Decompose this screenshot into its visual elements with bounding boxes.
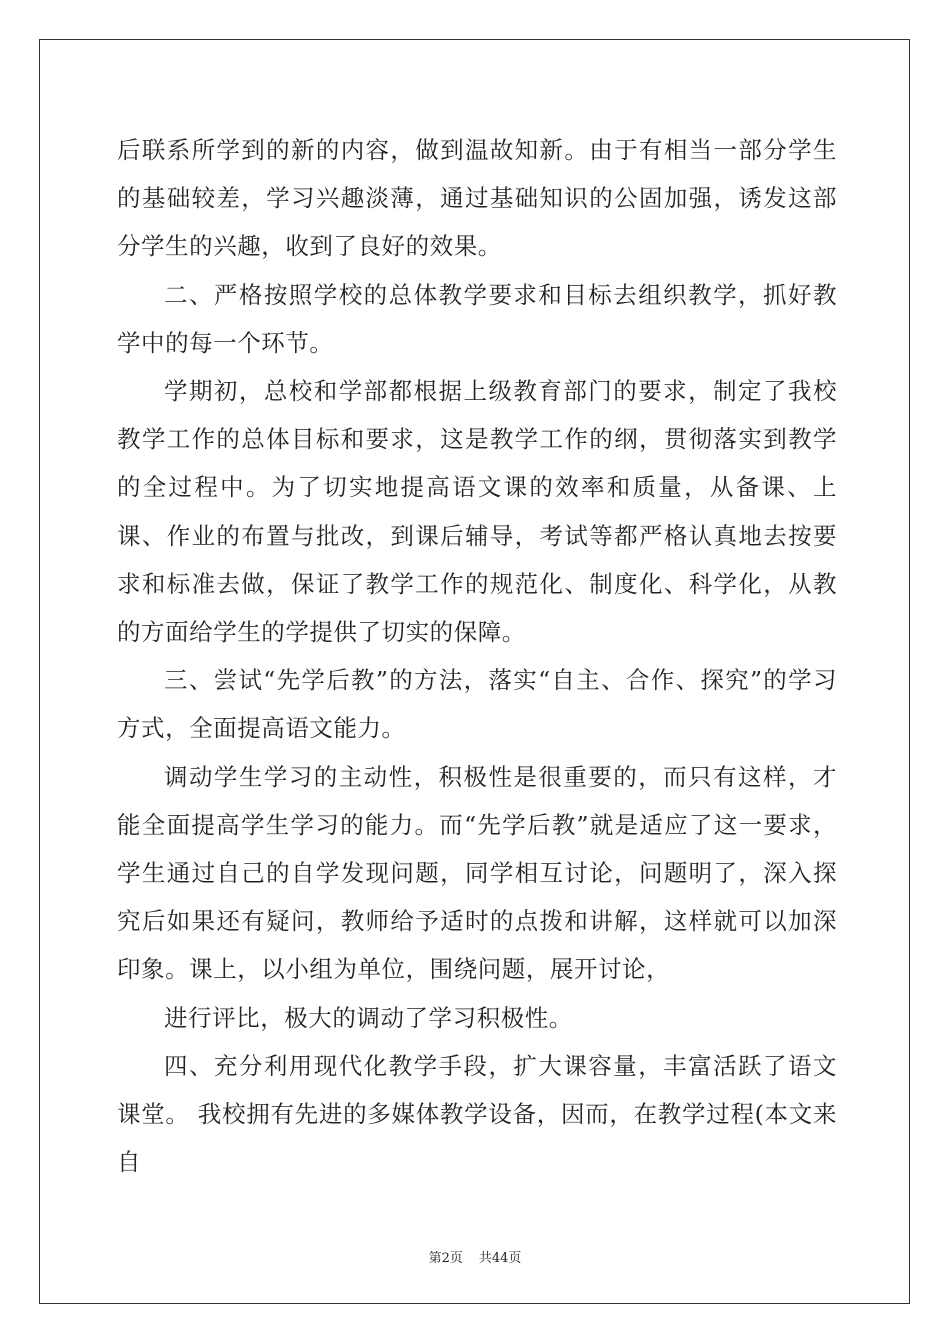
paragraph-3: 学期初，总校和学部都根据上级教育部门的要求，制定了我校教学工作的总体目标和要求，这是教学工作的纲，贯彻落实到教学的全过程中。为了切实地提高语文课的效率和质量，从备课、上课、作业的布置与批改，到课后辅导，考试等都严格认真地去按要求和标准去做，保证了教学工作的规范化、制度化、科学化，从教的方面给学生的学提供了切实的保障。 [117,377,837,647]
paragraph-6: 进行评比，极大的调动了学习积极性。 [164,1003,573,1032]
page-footer [0,1247,950,1266]
paragraph-1: 后联系所学到的新的内容，做到温故知新。由于有相当一部分学生的基础较差，学习兴趣淡薄，通过基础知识的公固加强，诱发这部分学生的兴趣，收到了良好的效果。 [117,136,837,261]
document-body [117,126,837,1186]
page-number: 第2页 [428,1251,463,1266]
page-total: 共44页 [478,1251,522,1266]
paragraph-2-heading: 二、严格按照学校的总体教学要求和目标去组织教学，抓好教学中的每一个环节。 [117,280,837,357]
paragraph-4-heading: 三、尝试“先学后教”的方法，落实“自主、合作、探究”的学习方式，全面提高语文能力。 [117,666,837,743]
paragraph-5: 调动学生学习的主动性，积极性是很重要的，而只有这样，才能全面提高学生学习的能力。而“先学后教”就是适应了这一要求，学生通过自己的自学发现问题，同学相互讨论，问题明了，深入探究后如果还有疑问，教师给予适时的点拨和讲解，这样就可以加深印象。课上，以小组为单位，围绕问题，展开讨论， [117,762,837,984]
paragraph-7-heading: 四、充分利用现代化教学手段，扩大课容量，丰富活跃了语文课堂。 我校拥有先进的多媒体教学设备，因而，在教学过程(本文来自 [117,1051,837,1177]
